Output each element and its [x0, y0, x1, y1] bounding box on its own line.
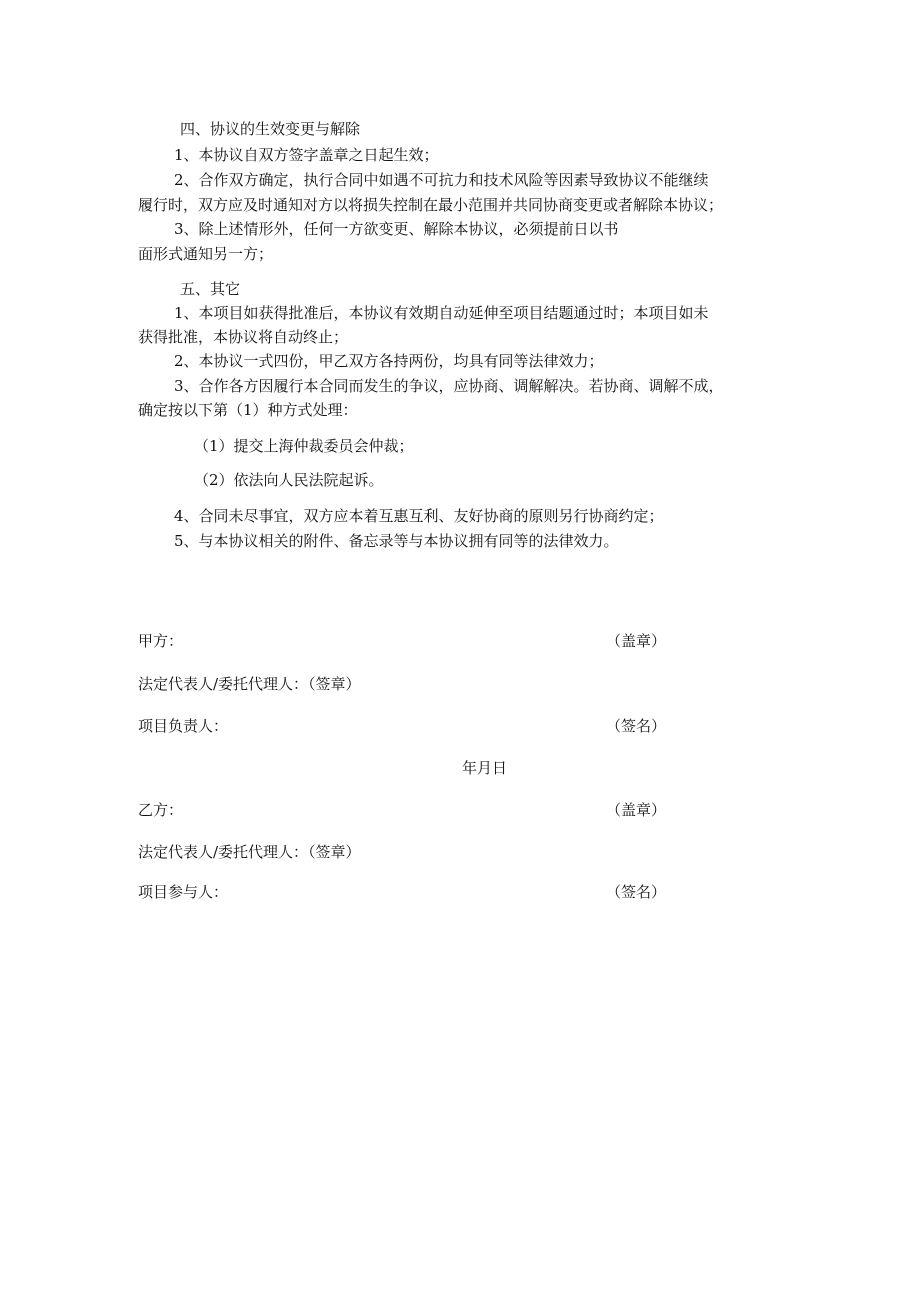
party-b-label: 乙方：	[138, 801, 184, 819]
section5-item3-line2: 确定按以下第（1）种方式处理：	[138, 401, 358, 419]
party-a-label: 甲方：	[138, 632, 184, 650]
section4-item3-line2: 面形式通知另一方；	[138, 245, 274, 263]
party-b-representative: 法定代表人/委托代理人：（签章）	[138, 843, 361, 861]
party-a-project-leader: 项目负责人：	[138, 717, 229, 735]
party-b-seal: （盖章）	[606, 801, 667, 819]
section5-item1-line2: 获得批准，本协议将自动终止；	[138, 328, 349, 346]
section4-item3-line1: 3、除上述情形外，任何一方欲变更、解除本协议，必须提前日以书	[174, 220, 619, 238]
dispute-option-2: （2）依法向人民法院起诉。	[194, 471, 384, 489]
party-a-seal: （盖章）	[606, 632, 667, 650]
section5-item2: 2、本协议一式四份，甲乙双方各持两份，均具有同等法律效力；	[174, 352, 604, 370]
signing-date: 年月日	[462, 759, 508, 777]
section4-item1: 1、本协议自双方签字盖章之日起生效；	[174, 146, 439, 164]
party-a-leader-signature: （签名）	[606, 717, 667, 735]
section4-item2-line2: 履行时，双方应及时通知对方以将损失控制在最小范围并共同协商变更或者解除本协议；	[138, 196, 724, 214]
section5-item5: 5、与本协议相关的附件、备忘录等与本协议拥有同等的法律效力。	[174, 532, 619, 550]
section4-heading: 四、协议的生效变更与解除	[180, 120, 361, 138]
party-a-representative: 法定代表人/委托代理人：（签章）	[138, 675, 361, 693]
section5-item1-line1: 1、本项目如获得批准后，本协议有效期自动延伸至项目结题通过时；本项目如未	[174, 304, 709, 322]
party-b-member-signature: （签名）	[606, 883, 667, 901]
section4-item2-line1: 2、合作双方确定，执行合同中如遇不可抗力和技术风险等因素导致协议不能继续	[174, 171, 709, 189]
section5-heading: 五、其它	[180, 280, 241, 298]
section5-item4: 4、合同未尽事宜，双方应本着互惠互利、友好协商的原则另行协商约定；	[174, 507, 664, 525]
section5-item3-line1: 3、合作各方因履行本合同而发生的争议，应协商、调解解决。若协商、调解不成，	[174, 377, 724, 395]
dispute-option-1: （1）提交上海仲裁委员会仲裁；	[194, 437, 414, 455]
party-b-project-member: 项目参与人：	[138, 883, 229, 901]
